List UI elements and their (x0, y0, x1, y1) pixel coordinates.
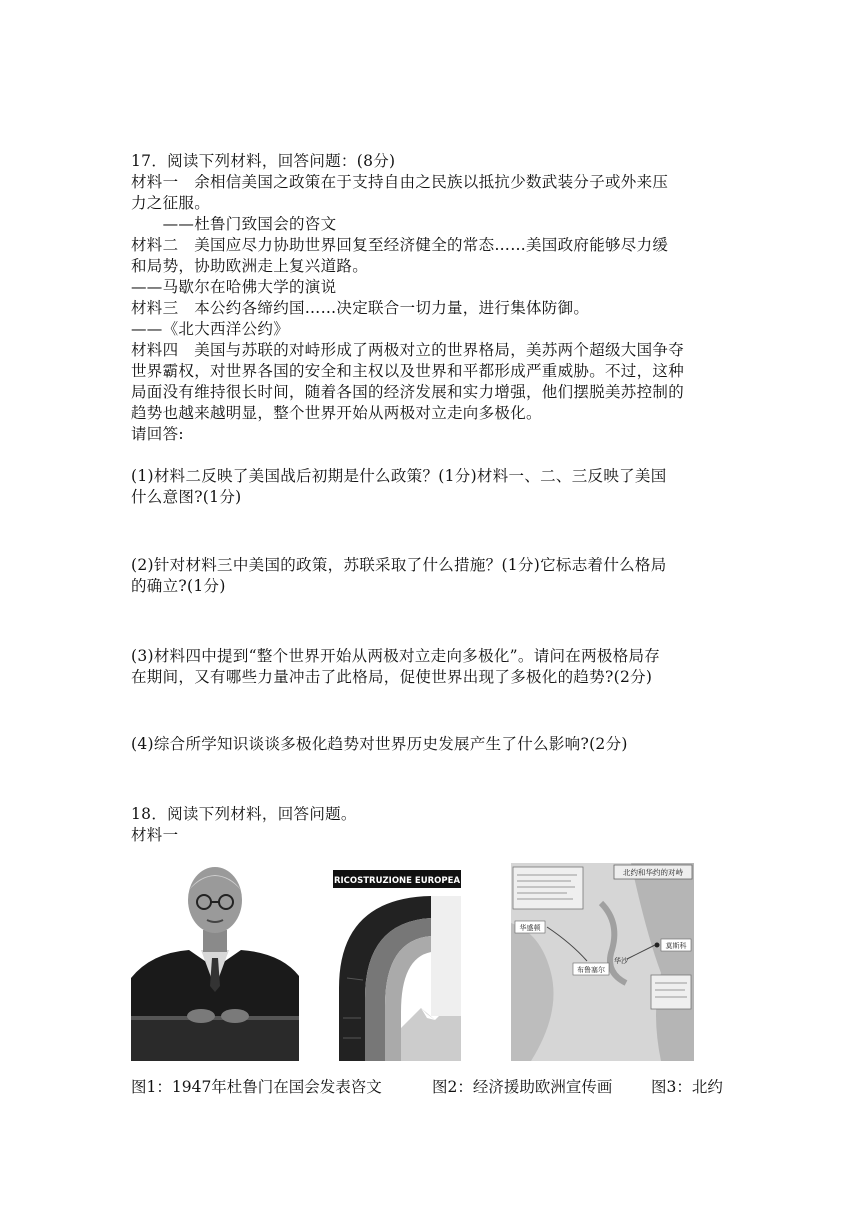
aid-europe-poster (331, 868, 463, 1061)
q17-part1-line2: 什么意图?(1分) (131, 488, 242, 506)
map-label-warsaw: 华沙 (614, 957, 628, 965)
map-label-brussels: 布鲁塞尔 (577, 966, 605, 974)
q17-material2-source: ——马歇尔在哈佛大学的演说 (131, 278, 337, 296)
q17-material4-line3: 局面没有维持很长时间，随着各国的经济发展和实力增强，他们摆脱美苏控制的 (131, 383, 685, 401)
nato-warsaw-map (511, 863, 694, 1061)
q17-ask: 请回答: (131, 425, 184, 443)
q17-material1-line1: 材料一 余相信美国之政策在于支持自由之民族以抵抗少数武装分子或外来压 (131, 173, 669, 191)
q17-material2-line1: 材料二 美国应尽力协助世界回复至经济健全的常态……美国政府能够尽力缓 (131, 236, 669, 254)
truman-photo (131, 858, 299, 1061)
q17-part2-line2: 的确立?(1分) (131, 577, 226, 595)
poster-text: RICOSTRUZIONE EUROPEA (333, 876, 461, 886)
q17-title: 17．阅读下列材料，回答问题：(8分) (131, 152, 396, 170)
q17-material1-line2: 力之征服。 (131, 194, 211, 212)
q17-part2-line1: (2)针对材料三中美国的政策，苏联采取了什么措施？(1分)它标志着什么格局 (131, 556, 667, 574)
q17-material4-line4: 趋势也越来越明显，整个世界开始从两极对立走向多极化。 (131, 404, 542, 422)
figure2-caption: 图2：经济援助欧洲宣传画 (432, 1078, 613, 1096)
figure3-caption: 图3：北约 (651, 1078, 723, 1096)
q17-material3-line1: 材料三 本公约各缔约国……决定联合一切力量，进行集体防御。 (131, 299, 590, 317)
moscow-marker (655, 943, 660, 948)
q17-material1-source: ——杜鲁门致国会的咨文 (131, 215, 337, 233)
q17-material3-source: ——《北大西洋公约》 (131, 320, 290, 338)
q17-material2-line2: 和局势，协助欧洲走上复兴道路。 (131, 257, 369, 275)
q17-material4-line1: 材料四 美国与苏联的对峙形成了两极对立的世界格局，美苏两个超级大国争夺 (131, 341, 685, 359)
map-label-moscow: 莫斯科 (665, 942, 687, 950)
map-title: 北约和华约的对峙 (623, 868, 683, 877)
q17-material4-line2: 世界霸权，对世界各国的安全和主权以及世界和平都形成严重威胁。不过，这种 (131, 362, 685, 380)
q17-part1-line1: (1)材料二反映了美国战后初期是什么政策？(1分)材料一、二、三反映了美国 (131, 467, 667, 485)
q18-title: 18．阅读下列材料，回答问题。 (131, 805, 357, 823)
q17-part3-line2: 在期间，又有哪些力量冲击了此格局，促使世界出现了多极化的趋势?(2分) (131, 668, 653, 686)
q17-part4-line1: (4)综合所学知识谈谈多极化趋势对世界历史发展产生了什么影响?(2分) (131, 735, 628, 753)
figure1-caption: 图1：1947年杜鲁门在国会发表咨文 (131, 1078, 382, 1096)
map-label-washington: 华盛顿 (519, 924, 541, 932)
q17-part3-line1: (3)材料四中提到“整个世界开始从两极对立走向多极化”。请问在两极格局存 (131, 647, 661, 665)
q18-material1-label: 材料一 (131, 826, 179, 844)
